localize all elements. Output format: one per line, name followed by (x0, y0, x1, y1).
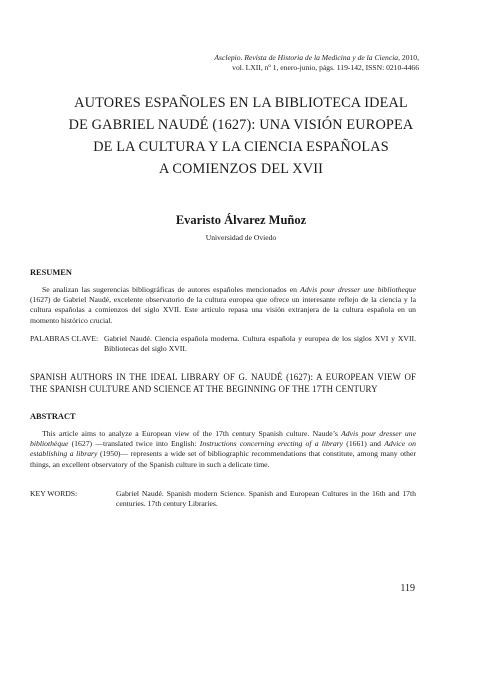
resumen-text: (1627) de Gabriel Naudé, excelente observatorio de la cultura europea que ofrece un interesante reflejo de la ciencia y la cultura españolas a comienzos del siglo XVII. Este artículo repasa una visión extranjera de la cultura española en un momento histórico crucial. (30, 295, 416, 325)
author-name: Evaristo Álvarez Muñoz (175, 213, 307, 227)
page-number: 119 (400, 583, 415, 594)
abstract-book-title: Advice on establishing a library (30, 439, 416, 459)
journal-year: 2010, (400, 53, 419, 62)
resumen-text: Se analizan las sugerencias bibliográficas de autores españoles mencionados en (42, 285, 301, 294)
resumen-heading: RESUMEN (30, 268, 72, 277)
title-line: A COMIENZOS DEL XVII (158, 161, 324, 177)
title-line: DE GABRIEL NAUDÉ (1627): UNA VISIÓN EUROPEA (68, 117, 414, 133)
abstract-heading: ABSTRACT (30, 412, 76, 421)
english-title: SPANISH AUTHORS IN THE IDEAL LIBRARY OF G. NAUDÉ (1627): A EUROPEAN VIEW OF THE SPANISH CULTURE AND SCIENCE AT THE BEGINNING OF THE 17TH CENTURY (30, 372, 416, 394)
journal-name: Asclepio. Revista de Historia de la Medicina y de la Ciencia, (214, 53, 401, 62)
title-line: DE LA CULTURA Y LA CIENCIA ESPAÑOLAS (93, 139, 389, 155)
title-line: AUTORES ESPAÑOLES EN LA BIBLIOTECA IDEAL (74, 95, 408, 111)
journal-reference (119, 53, 419, 73)
abstract-book-title: Advis pour dresser une bibliothèque (30, 429, 416, 449)
palabras-clave-text: Gabriel Naudé. Ciencia española moderna. Cultura española y europea de los siglos XVI y XVII. Bibliotecas del siglo XVII. (104, 334, 416, 354)
article-title (40, 92, 442, 180)
resumen-book-title: Advis pour dresser une bibliotheque (300, 285, 417, 294)
palabras-clave (30, 334, 416, 354)
resumen-paragraph (30, 285, 416, 326)
abstract-text: (1661) and (343, 439, 385, 449)
palabras-clave-label: PALABRAS CLAVE: (30, 334, 99, 343)
key-words-text: Gabriel Naudé. Spanish modern Science. Spanish and European Cultures in the 16th and 17th centuries. 17th century Libraries. (116, 489, 416, 509)
abstract-text: This article aims to analyze a European view of the 17th century Spanish culture. Naude’s (42, 429, 342, 438)
author-affiliation: Universidad de Oviedo (205, 233, 277, 242)
abstract-text: (1950)— represents a wide set of bibliographic recommendations that constitute, among many other things, an excellent observatory of the Spanish culture in such a delicate time. (30, 449, 416, 469)
key-words (30, 489, 416, 509)
abstract-text: (1627) —translated twice into English: (68, 439, 200, 449)
key-words-label: KEY WORDS: (30, 489, 78, 498)
journal-volume: vol. LXII, nº 1, enero-junio, págs. 119-142, ISSN: 0210-4466 (232, 63, 419, 72)
abstract-book-title: Instructions concerning erecting of a library (199, 439, 344, 449)
abstract-paragraph (30, 429, 416, 470)
